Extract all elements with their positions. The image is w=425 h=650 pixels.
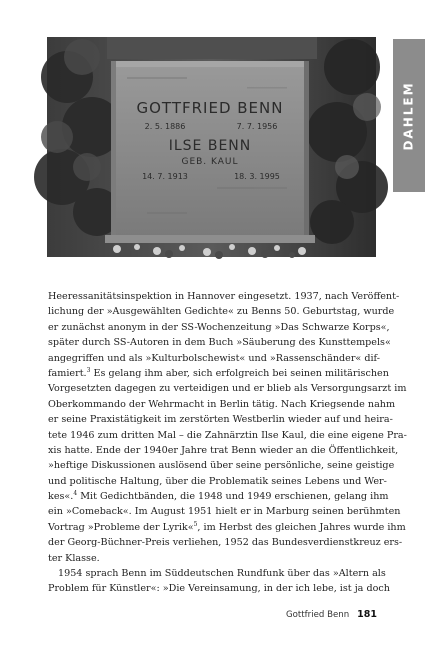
- text-line: ter Klasse.: [48, 552, 100, 564]
- text-line: 1954 sprach Benn im Süddeutschen Rundfunk über das »Altern als: [58, 568, 386, 580]
- text-line: [48, 489, 389, 504]
- text-line: später durch SS-Autoren in dem Buch »Säuberung des Kunsttempels«: [48, 337, 391, 349]
- section-tab-label: DAHLEM: [402, 80, 417, 151]
- text-line: Vorgesetzten dagegen zu verteidigen und er blieb als Versorgungsarzt im: [48, 383, 407, 395]
- text-segment: Vortrag »Probleme der Lyrik«: [48, 521, 194, 533]
- running-title: Gottfried Benn: [286, 610, 350, 620]
- text-line: und politische Haltung, über die Problematik seines Lebens und Wer-: [48, 475, 387, 487]
- inscription-name-ilse: ILSE BENN: [168, 138, 252, 154]
- text-segment: famiert.: [48, 367, 87, 379]
- section-tab-dahlem: [393, 39, 425, 192]
- inscription-name-gottfried: GOTTFRIED BENN: [136, 99, 284, 117]
- body-text: [48, 289, 407, 597]
- gravestone-illustration: [47, 37, 376, 257]
- text-line: er zunächst anonym in der SS-Wochenzeitung »Das Schwarze Korps«,: [48, 321, 390, 333]
- text-segment: , im Herbst des gleichen Jahres wurde ihm: [197, 521, 406, 533]
- text-segment: Mit Gedichtbänden, die 1948 und 1949 erschienen, gelang ihm: [77, 491, 389, 503]
- inscription-dates-gottfried-birth: 2. 5. 1886: [144, 122, 186, 131]
- page-number: 181: [357, 609, 377, 620]
- page-footer: [286, 609, 377, 620]
- text-line: tete 1946 zum dritten Mal – die Zahnärztin Ilse Kaul, die eine eigene Pra-: [48, 429, 407, 441]
- text-segment: Es gelang ihm aber, sich erfolgreich bei seinen militärischen: [90, 367, 389, 379]
- gravestone-photo: [47, 37, 376, 257]
- text-line: der Georg-Büchner-Preis verliehen, 1952 das Bundesverdienstkreuz ers-: [48, 537, 403, 549]
- inscription-birth-name: GEB. KAUL: [181, 157, 239, 167]
- inscription-dates-ilse-death: 18. 3. 1995: [234, 172, 280, 181]
- inscription-dates-gottfried-death: 7. 7. 1956: [236, 122, 278, 131]
- text-line: ein »Comeback«. Im August 1951 hielt er in Marburg seinen berühmten: [48, 506, 401, 518]
- footnote-ref: 5: [193, 520, 198, 528]
- footnote-ref: 4: [73, 490, 78, 498]
- text-segment: kes«.: [48, 491, 74, 503]
- text-line: [48, 520, 406, 535]
- text-line: lichung der »Ausgewählten Gedichte« zu Benns 50. Geburtstag, wurde: [48, 306, 395, 318]
- text-line: [48, 366, 389, 381]
- text-line: xis hatte. Ende der 1940er Jahre trat Benn wieder an die Öffentlichkeit,: [48, 444, 399, 456]
- text-line: er seine Praxistätigkeit im zerstörten Westberlin wieder auf und heira-: [48, 414, 393, 426]
- text-line: »heftige Diskussionen auslösend über seine persönliche, seine geistige: [48, 460, 395, 472]
- text-line: Problem für Künstler«: »Die Vereinsamung, in der ich lebe, ist ja doch: [48, 583, 390, 595]
- text-line: Oberkommando der Wehrmacht in Berlin tätig. Nach Kriegsende nahm: [48, 398, 396, 410]
- footnote-ref: 3: [86, 366, 91, 374]
- inscription-dates-ilse-birth: 14. 7. 1913: [142, 172, 188, 181]
- text-line: Heeressanitätsinspektion in Hannover eingesetzt. 1937, nach Veröffent-: [48, 291, 400, 302]
- text-line: angegriffen und als »Kulturbolschewist« und »Rassenschänder« dif-: [48, 352, 380, 364]
